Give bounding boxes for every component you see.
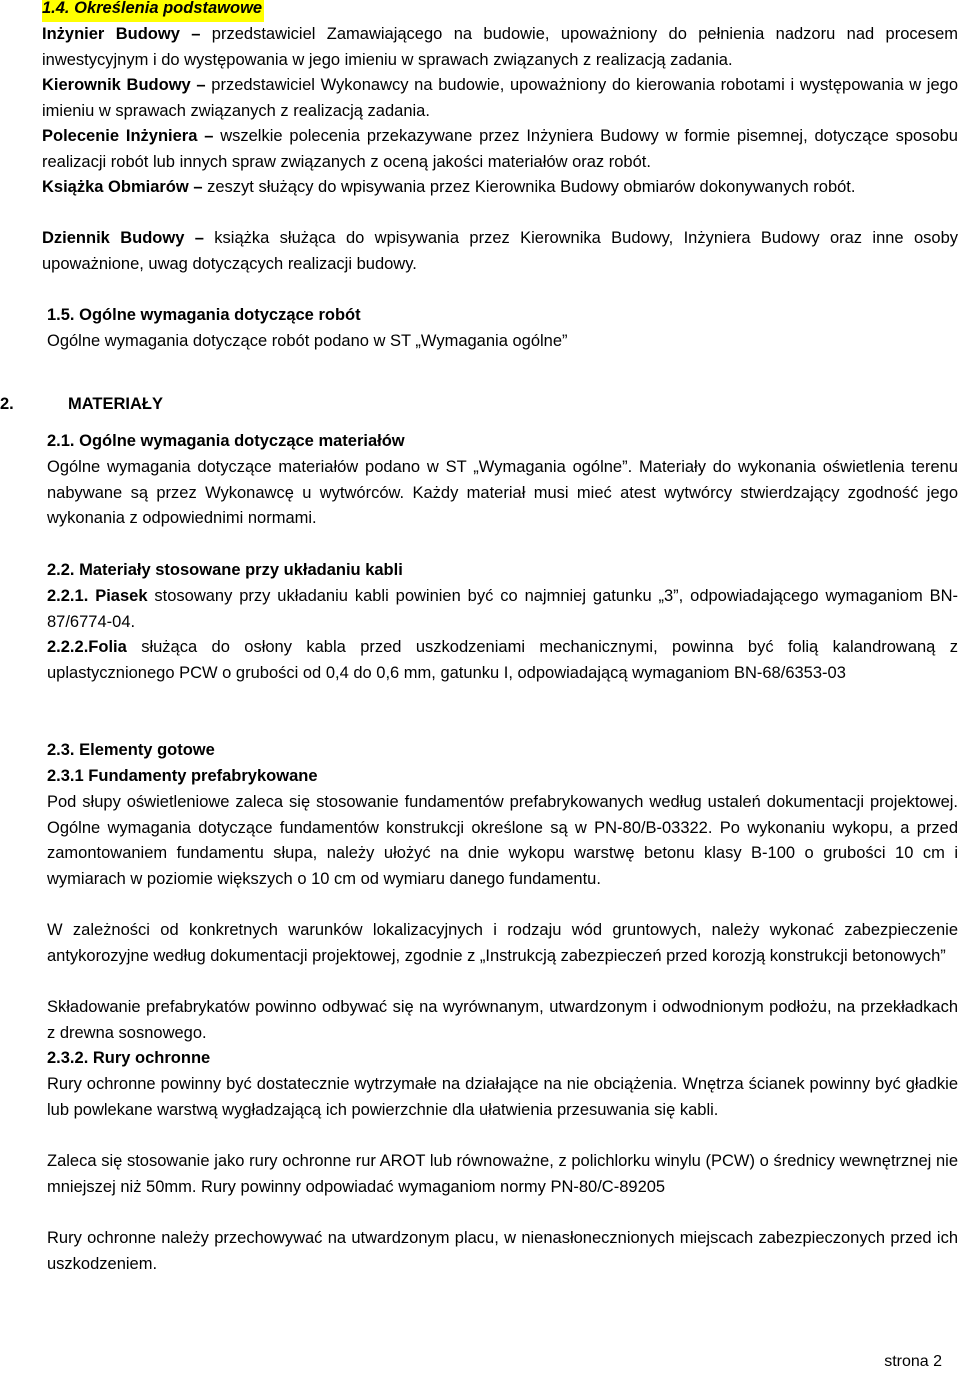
subsection-heading-2-3-1: 2.3.1 Fundamenty prefabrykowane	[47, 767, 318, 785]
definition-text: wszelkie polecenia przekazywane przez Inżyniera Budowy w formie pisemnej, dotyczące sposobu realizacji robót lub innych spraw związanych z oceną jakości materiałów oraz robót.	[42, 127, 958, 171]
section-heading-2-3	[47, 738, 215, 764]
definition-text: przedstawiciel Wykonawcy na budowie, upoważniony do kierowania robotami i występowania w jego imieniu w sprawach związanych z realizacją zadania.	[42, 76, 958, 120]
definition-text: przedstawiciel Zamawiającego na budowie, upoważniony do pełnienia nadzoru nad procesem inwestycyjnym i do występowania w jego imieniu w sprawach związanych z realizacją zadania.	[42, 25, 958, 69]
section-title: Ogólne wymagania dotyczące robót	[79, 306, 361, 324]
section-number: 1.5.	[47, 306, 75, 324]
page-number: strona 2	[884, 1353, 942, 1370]
chapter-title: MATERIAŁY	[68, 395, 164, 413]
section-body-1-5: Ogólne wymagania dotyczące robót podano w ST „Wymagania ogólne”	[47, 332, 568, 350]
paragraph-rury-3: Rury ochronne należy przechowywać na utwardzonym placu, w nienasłonecznionych miejscach zabezpieczonych przed ich uszkodzeniem.	[47, 1229, 958, 1273]
section-heading-1-4	[42, 0, 264, 22]
section-heading-2-1	[47, 429, 405, 455]
section-title: Materiały stosowane przy układaniu kabli	[79, 561, 403, 579]
paragraph-fundamenty-1: Pod słupy oświetleniowe zaleca się stosowanie fundamentów prefabrykowanych według ustaleń dokumentacji projektowej. Ogólne wymagania dotyczące fundamentów konstrukcji określone są w PN-80/B-03322. Po wykonaniu wykopu, a przed zamontowaniem fundamentu słupa, należy ułożyć na dnie wykopu warstwę betonu klasy B-100 o grubości 10 cm i wymiarach w poziomie większych o 10 cm od wymiaru danego fundamentu.	[47, 793, 958, 888]
definition-dziennik-budowy: Dziennik Budowy – książka służąca do wpisywania przez Kierownika Budowy, Inżyniera Budowy oraz inne osoby upoważnione, uwag dotyczących realizacji budowy.	[42, 229, 958, 273]
paragraph-rury-1: Rury ochronne powinny być dostatecznie wytrzymałe na działające na nie obciążenia. Wnętrza ścianek powinny być gładkie lub powlekane warstwą wygładzającą ich powierzchnie dla ułatwienia przesuwania się kabli.	[47, 1075, 958, 1119]
section-heading-2-2	[47, 558, 403, 584]
item-text: służąca do osłony kabla przed uszkodzeniami mechanicznymi, powinna być folią kalandrowaną z uplastycznionego PCW o grubości od 0,4 do 0,6 mm, gatunku I, odpowiadającą wymaganiom BN-68/6353-03	[47, 638, 958, 682]
paragraph-fundamenty-3: Składowanie prefabrykatów powinno odbywać się na wyrównanym, utwardzonym i odwodnionym podłożu, na przekładkach z drewna sosnowego.	[47, 998, 958, 1042]
definition-term: Dziennik Budowy	[42, 229, 185, 247]
definition-polecenie-inzyniera: Polecenie Inżyniera – wszelkie polecenia przekazywane przez Inżyniera Budowy w formie pisemnej, dotyczące sposobu realizacji robót lub innych spraw związanych z oceną jakości materiałów oraz robót.	[42, 127, 958, 171]
item-term: Piasek	[95, 587, 148, 605]
section-number: 2.3.	[47, 741, 75, 759]
definition-term: Książka Obmiarów	[42, 178, 189, 196]
paragraph-rury-2: Zaleca się stosowanie jako rury ochronne rur AROT lub równoważne, z polichlorku winylu (PCW) o średnicy wewnętrznej nie mniejszej niż 50mm. Rury powinny odpowiadać wymaganiom normy PN-80/C-89205	[47, 1152, 958, 1196]
item-term: Folia	[88, 638, 127, 656]
definition-inzynier-budowy: Inżynier Budowy – przedstawiciel Zamawiającego na budowie, upoważniony do pełnienia nadzoru nad procesem inwestycyjnym i do występowania w jego imieniu w sprawach związanych z realizacją zadania.	[42, 25, 958, 69]
subsection-heading-2-3-2: 2.3.2. Rury ochronne	[47, 1049, 211, 1067]
item-2-2-2-folia	[47, 635, 958, 686]
paragraph-fundamenty-2: W zależności od konkretnych warunków lokalizacyjnych i rodzaju wód gruntowych, należy wykonać zabezpieczenie antykorozyjne według dokumentacji projektowej, zgodnie z „Instrukcją zabezpieczeń przed korozją konstrukcji betonowych”	[47, 921, 958, 965]
section-title: Ogólne wymagania dotyczące materiałów	[79, 432, 405, 450]
chapter-heading-2	[0, 392, 163, 418]
definition-text: zeszyt służący do wpisywania przez Kierownika Budowy obmiarów dokonywanych robót.	[207, 178, 856, 196]
section-number: 2.1.	[47, 432, 75, 450]
item-2-2-1-piasek	[47, 584, 958, 635]
section-body-2-1: Ogólne wymagania dotyczące materiałów podano w ST „Wymagania ogólne”. Materiały do wykonania oświetlenia terenu nabywane są przez Wykonawcę u wytwórców. Każdy materiał musi mieć atest wytwórcy stwierdzający zgodność jego wykonania z odpowiednimi normami.	[47, 458, 958, 528]
section-heading-1-5	[47, 303, 361, 329]
definition-text: książka służąca do wpisywania przez Kierownika Budowy, Inżyniera Budowy oraz inne osoby upoważnione, uwag dotyczących realizacji budowy.	[42, 229, 958, 273]
definition-term: Polecenie Inżyniera	[42, 127, 198, 145]
section-number: 1.4.	[42, 0, 70, 17]
section-number: 2.2.	[47, 561, 75, 579]
definition-term: Kierownik Budowy	[42, 76, 191, 94]
definition-kierownik-budowy: Kierownik Budowy – przedstawiciel Wykonawcy na budowie, upoważniony do kierowania robotami i występowania w jego imieniu w sprawach związanych z realizacją zadania.	[42, 76, 958, 120]
section-title: Elementy gotowe	[79, 741, 215, 759]
item-number: 2.2.1.	[47, 587, 89, 605]
item-text: stosowany przy układaniu kabli powinien być co najmniej gatunku „3”, odpowiadającego wymaganiom BN-87/6774-04.	[47, 587, 958, 631]
item-number: 2.2.2.	[47, 638, 89, 656]
definition-term: Inżynier Budowy	[42, 25, 180, 43]
chapter-number: 2.	[0, 395, 14, 413]
definition-ksiazka-obmiarow: Książka Obmiarów – zeszyt służący do wpisywania przez Kierownika Budowy obmiarów dokonywanych robót.	[42, 178, 856, 196]
section-title: Określenia podstawowe	[74, 0, 263, 17]
